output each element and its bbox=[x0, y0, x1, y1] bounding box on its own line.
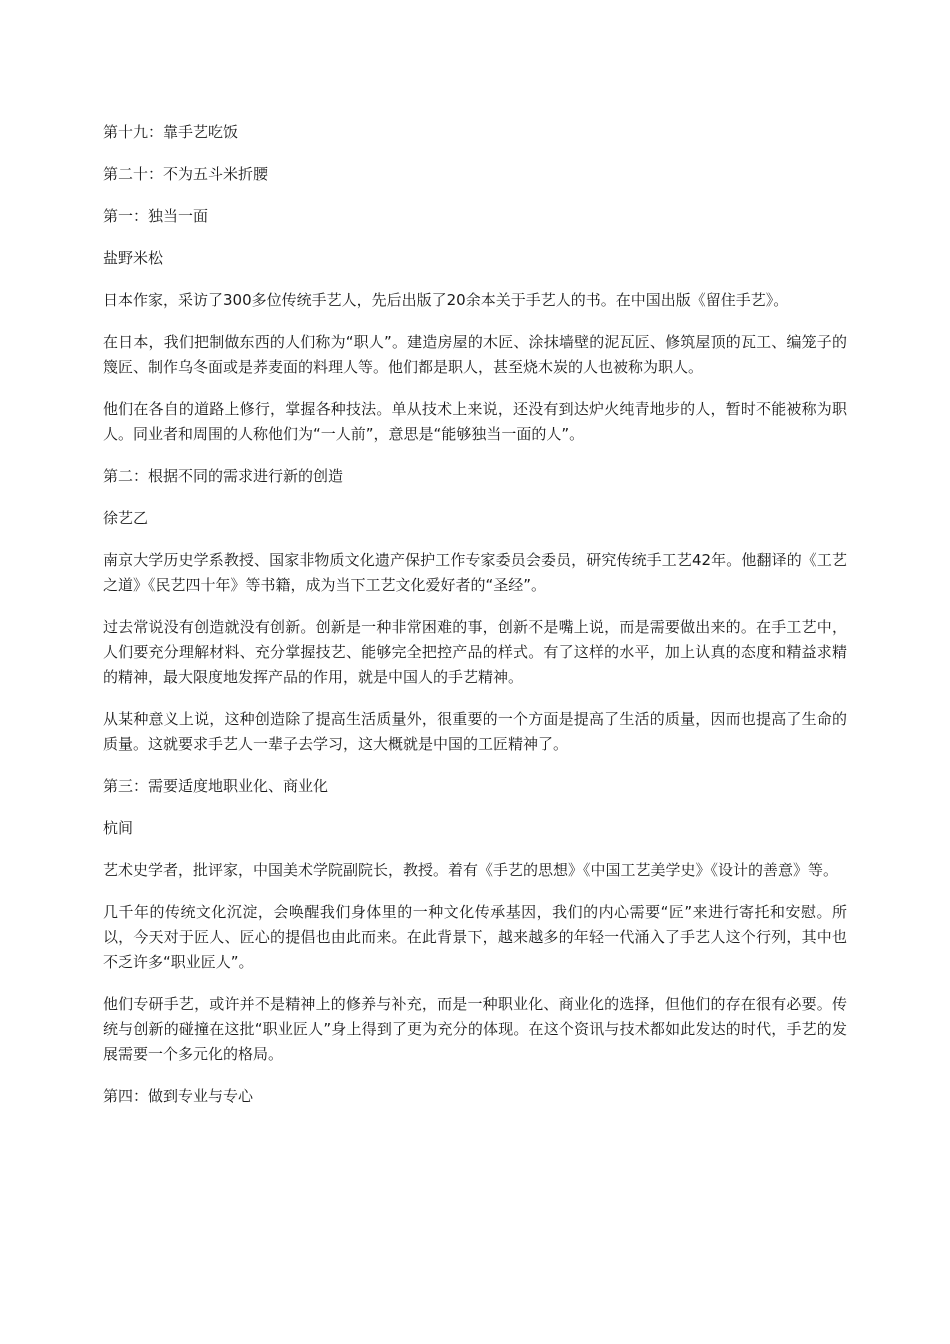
author-bio: 日本作家，采访了300多位传统手艺人，先后出版了20余本关于手艺人的书。在中国出版《留住手艺》。 bbox=[103, 291, 789, 309]
heading-section-4: 第四：做到专业与专心 bbox=[103, 1087, 254, 1105]
heading-section-3: 第三：需要适度地职业化、商业化 bbox=[103, 777, 329, 795]
author-name: 盐野米松 bbox=[103, 249, 164, 267]
author-name: 杭间 bbox=[103, 819, 134, 837]
author-bio: 南京大学历史学系教授、国家非物质文化遗产保护工作专家委员会委员，研究传统手工艺42年。他翻译的《工艺之道》《民艺四十年》等书籍，成为当下工艺文化爱好者的“圣经”。 bbox=[103, 551, 847, 594]
body-paragraph: 他们专研手艺，或许并不是精神上的修养与补充，而是一种职业化、商业化的选择，但他们的存在很有必要。传统与创新的碰撞在这批“职业匠人”身上得到了更为充分的体现。在这个资讯与技术都如此发达的时代，手艺的发展需要一个多元化的格局。 bbox=[103, 995, 847, 1063]
heading-section-20: 第二十：不为五斗米折腰 bbox=[103, 165, 269, 183]
author-name: 徐艺乙 bbox=[103, 509, 149, 527]
body-paragraph: 几千年的传统文化沉淀，会唤醒我们身体里的一种文化传承基因，我们的内心需要“匠”来进行寄托和安慰。所以，今天对于匠人、匠心的提倡也由此而来。在此背景下，越来越多的年轻一代涌入了手艺人这个行列，其中也不乏许多“职业匠人”。 bbox=[103, 903, 847, 971]
body-paragraph: 在日本，我们把制做东西的人们称为“职人”。建造房屋的木匠、涂抹墙壁的泥瓦匠、修筑屋顶的瓦工、编笼子的篾匠、制作乌冬面或是荞麦面的料理人等。他们都是职人，甚至烧木炭的人也被称为职人。 bbox=[103, 333, 847, 376]
body-paragraph: 从某种意义上说，这种创造除了提高生活质量外，很重要的一个方面是提高了生活的质量，因而也提高了生命的质量。这就要求手艺人一辈子去学习，这大概就是中国的工匠精神了。 bbox=[103, 710, 847, 753]
body-paragraph: 他们在各自的道路上修行，掌握各种技法。单从技术上来说，还没有到达炉火纯青地步的人，暂时不能被称为职人。同业者和周围的人称他们为“一人前”，意思是“能够独当一面的人”。 bbox=[103, 400, 847, 443]
author-bio: 艺术史学者，批评家，中国美术学院副院长，教授。着有《手艺的思想》《中国工艺美学史》《设计的善意》等。 bbox=[103, 861, 839, 879]
heading-section-19: 第十九：靠手艺吃饭 bbox=[103, 123, 239, 141]
document-body bbox=[103, 120, 847, 1126]
heading-section-1: 第一：独当一面 bbox=[103, 207, 209, 225]
heading-section-2: 第二：根据不同的需求进行新的创造 bbox=[103, 467, 344, 485]
body-paragraph: 过去常说没有创造就没有创新。创新是一种非常困难的事，创新不是嘴上说，而是需要做出来的。在手工艺中，人们要充分理解材料、充分掌握技艺、能够完全把控产品的样式。有了这样的水平，加上认真的态度和精益求精的精神，最大限度地发挥产品的作用，就是中国人的手艺精神。 bbox=[103, 618, 847, 686]
